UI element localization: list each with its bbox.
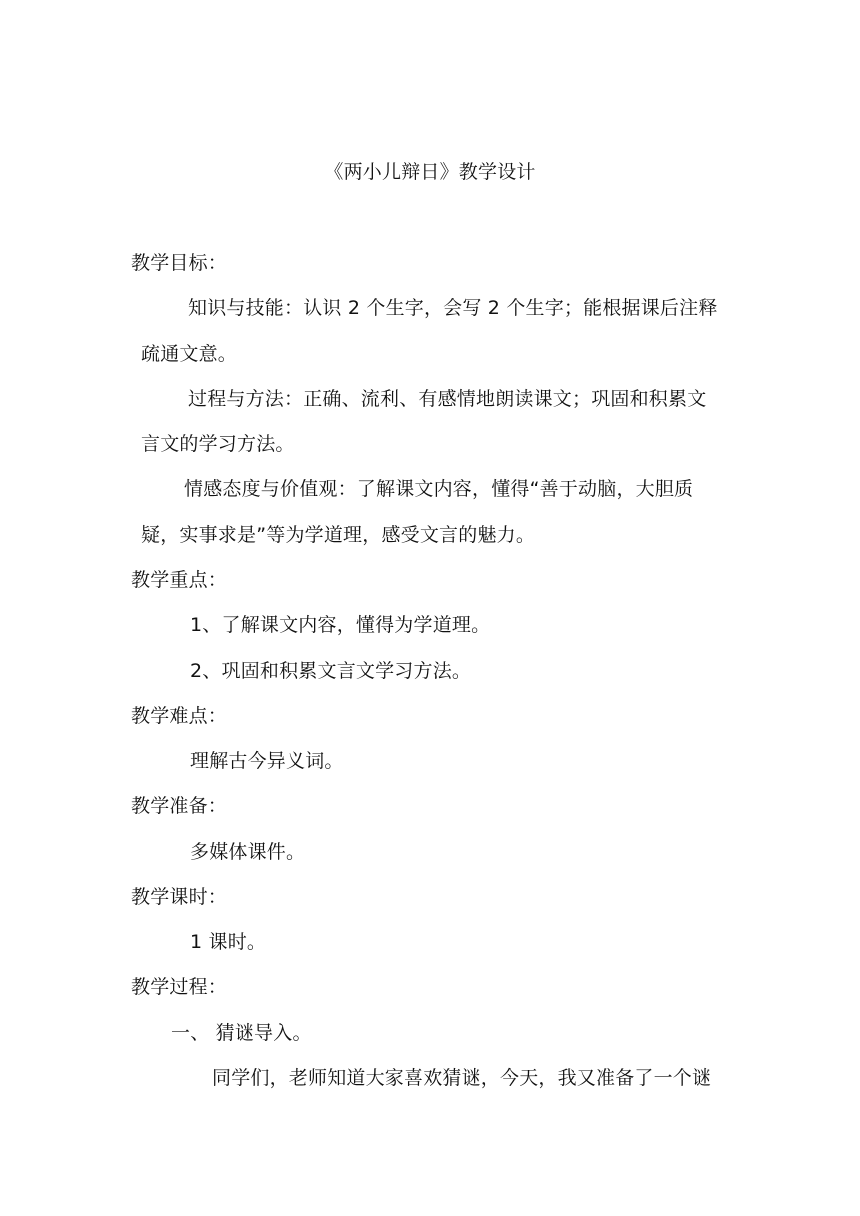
preparation-heading: 教学准备： xyxy=(131,795,228,817)
key-points-heading: 教学重点： xyxy=(131,569,228,591)
objective-process-line-1: 过程与方法：正确、流利、有感情地朗读课文；巩固和积累文 xyxy=(188,388,707,410)
key-point-item-1: 1、了解课文内容，懂得为学道理。 xyxy=(190,614,491,636)
objective-emotion-line-1: 情感态度与价值观：了解课文内容，懂得“善于动脑，大胆质 xyxy=(184,478,694,500)
objectives-heading: 教学目标： xyxy=(131,252,228,274)
objective-knowledge-line-2: 疏通文意。 xyxy=(141,343,238,365)
document-title: 《两小儿辩日》教学设计 xyxy=(324,161,536,183)
process-step-1-text: 同学们，老师知道大家喜欢猜谜，今天，我又准备了一个谜 xyxy=(212,1067,712,1089)
key-point-item-2: 2、巩固和积累文言文学习方法。 xyxy=(190,660,472,682)
objective-process-line-2: 言文的学习方法。 xyxy=(141,433,295,455)
difficulties-heading: 教学难点： xyxy=(131,705,228,727)
preparation-item-1: 多媒体课件。 xyxy=(190,841,306,863)
process-heading: 教学过程： xyxy=(131,976,228,998)
objective-emotion-line-2: 疑，实事求是”等为学道理，感受文言的魅力。 xyxy=(141,524,536,546)
class-hours-heading: 教学课时： xyxy=(131,886,228,908)
objective-knowledge-line-1: 知识与技能：认识 2 个生字，会写 2 个生字；能根据课后注释 xyxy=(188,297,718,319)
process-step-1: 一、 猜谜导入。 xyxy=(171,1022,312,1044)
class-hours-item-1: 1 课时。 xyxy=(190,931,267,953)
difficulty-item-1: 理解古今异义词。 xyxy=(190,750,344,772)
